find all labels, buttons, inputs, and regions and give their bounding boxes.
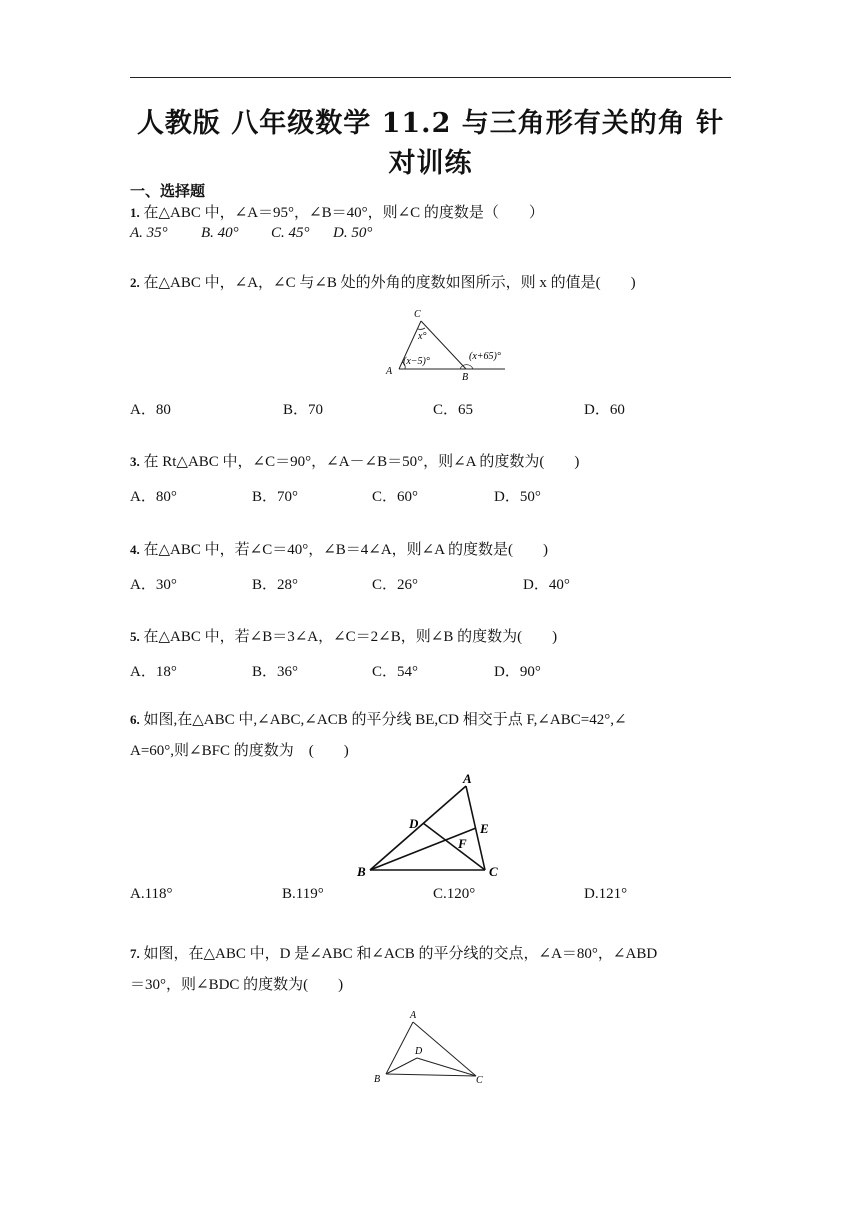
option-c: C．60°: [372, 489, 419, 505]
option-d: D．50°: [494, 489, 541, 505]
option-d: D. 50°: [333, 225, 373, 241]
question-text-line-1: 如图，在△ABC 中，D 是∠ABC 和∠ACB 的平分线的交点，∠A＝80°，∠ABD: [143, 946, 658, 962]
option-a: A. 35°: [130, 225, 168, 241]
figure-triangle-exterior-angle: [380, 304, 520, 384]
question-text: 在△ABC 中，∠A＝95°，∠B＝40°，则∠C 的度数是（ ）: [143, 205, 544, 221]
question-5: [130, 626, 732, 648]
label-a: A: [386, 366, 393, 377]
question-number: 3.: [130, 454, 140, 469]
option-d: D．90°: [494, 664, 541, 680]
option-c: C．54°: [372, 664, 419, 680]
label-c: C: [476, 1075, 483, 1086]
label-f: F: [458, 836, 467, 851]
option-d: D．60: [584, 402, 625, 418]
question-text: 在△ABC 中，∠A，∠C 与∠B 处的外角的度数如图所示，则 x 的值是( ): [143, 275, 636, 291]
question-number: 4.: [130, 542, 140, 557]
option-a: A.118°: [130, 886, 173, 902]
question-text: 在 Rt△ABC 中，∠C＝90°，∠A－∠B＝50°，则∠A 的度数为( ): [143, 454, 580, 470]
option-b: B．28°: [252, 577, 299, 593]
option-a: A．80°: [130, 489, 177, 505]
label-c: C: [414, 309, 421, 320]
options-5: [130, 660, 732, 682]
option-d: D.121°: [584, 886, 628, 902]
option-c: C.120°: [433, 886, 476, 902]
option-a: A．80: [130, 402, 171, 418]
option-b: B. 40°: [201, 225, 239, 241]
option-b: B．70: [283, 402, 324, 418]
question-text: 在△ABC 中，若∠B＝3∠A，∠C＝2∠B，则∠B 的度数为( ): [143, 629, 558, 645]
option-a: A．30°: [130, 577, 177, 593]
question-number: 1.: [130, 205, 140, 220]
page-title: 人教版 八年级数学 11.2 与三角形有关的角 针对训练: [136, 108, 725, 179]
options-2: [130, 398, 732, 420]
label-b: B: [462, 372, 469, 383]
option-b: B．70°: [252, 489, 299, 505]
label-angle-a: (x−5)°: [403, 356, 430, 367]
question-text-line-2: A=60°,则∠BFC 的度数为 ( ): [130, 743, 349, 759]
label-a: A: [463, 771, 472, 786]
option-c: C. 45°: [271, 225, 310, 241]
option-d: D．40°: [523, 577, 570, 593]
label-b: B: [357, 864, 366, 879]
figure-incenter-triangle: [370, 1008, 490, 1088]
question-3: [130, 451, 732, 473]
question-text-line-2: ＝30°，则∠BDC 的度数为( ): [130, 977, 344, 993]
header-rule: [130, 77, 731, 78]
question-text-line-1: 如图,在△ABC 中,∠ABC,∠ACB 的平分线 BE,CD 相交于点 F,∠ABC=42°,∠: [143, 712, 627, 728]
option-b: B．36°: [252, 664, 299, 680]
options-4: [130, 573, 732, 595]
question-7: [130, 943, 732, 996]
label-a: A: [410, 1010, 417, 1021]
label-angle-c: x°: [418, 331, 427, 342]
label-e: E: [480, 821, 489, 836]
option-b: B.119°: [282, 886, 324, 902]
section-heading: 一、选择题: [130, 182, 206, 200]
question-number: 7.: [130, 946, 140, 961]
question-2: [130, 272, 732, 294]
label-d: D: [409, 816, 419, 831]
label-angle-b: (x+65)°: [469, 351, 501, 362]
figure-angle-bisectors: [355, 768, 510, 880]
question-1: [130, 202, 732, 224]
options-6: [130, 886, 732, 908]
option-c: C．26°: [372, 577, 419, 593]
question-number: 2.: [130, 275, 140, 290]
label-c: C: [489, 864, 498, 879]
options-1: [130, 225, 732, 247]
question-number: 6.: [130, 712, 140, 727]
question-number: 5.: [130, 629, 140, 644]
options-3: [130, 485, 732, 507]
question-text: 在△ABC 中，若∠C＝40°，∠B＝4∠A，则∠A 的度数是( ): [143, 542, 548, 558]
label-d: D: [415, 1046, 423, 1057]
label-b: B: [374, 1074, 381, 1085]
question-6: [130, 709, 732, 762]
option-a: A．18°: [130, 664, 177, 680]
question-4: [130, 539, 732, 561]
option-c: C．65: [433, 402, 474, 418]
